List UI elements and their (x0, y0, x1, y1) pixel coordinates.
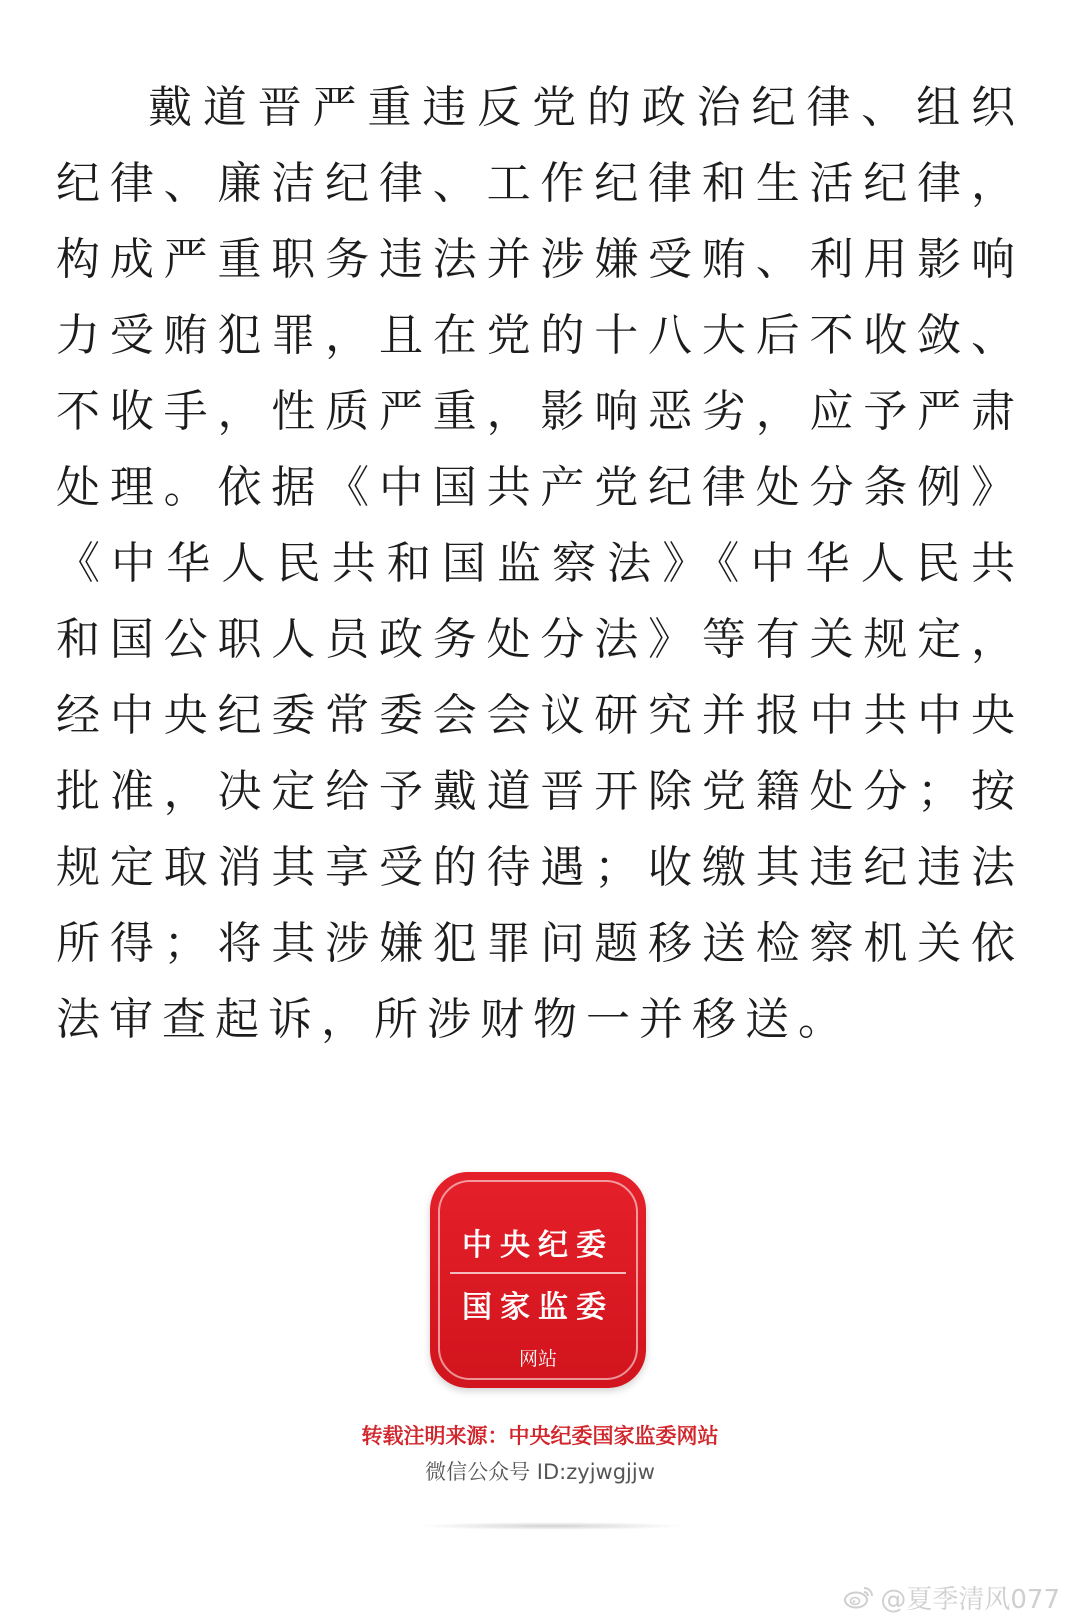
weibo-watermark (844, 1580, 1060, 1614)
watermark-text: @夏季清风077 (880, 1584, 1060, 1615)
article-body (56, 70, 1024, 1058)
weibo-icon (844, 1585, 874, 1609)
wechat-id: 微信公众号 ID:zyjwgjjw (425, 1460, 655, 1484)
logo-line-1: 中央纪委 (462, 1228, 614, 1263)
source-attribution: 转载注明来源：中央纪委国家监委网站 (361, 1424, 719, 1448)
logo-line-2: 国家监委 (462, 1290, 614, 1325)
article-paragraph: 戴道晋严重违反党的政治纪律、组织纪律、廉洁纪律、工作纪律和生活纪律，构成严重职务违法并涉嫌受贿、利用影响力受贿犯罪，且在党的十八大后不收敛、不收手，性质严重，影响恶劣，应予严肃处理。依据《中国共产党纪律处分条例》《中华人民共和国监察法》《中华人民共和国公职人员政务处分法》等有关规定，经中央纪委常委会会议研究并报中共中央批准，决定给予戴道晋开除党籍处分；按规定取消其享受的待遇；收缴其违纪违法所得；将其涉嫌犯罪问题移送检察机关依法审查起诉，所涉财物一并移送。 (56, 82, 1024, 1045)
ccdi-logo (430, 1172, 646, 1388)
logo-divider (450, 1272, 626, 1274)
logo-shadow (418, 1522, 686, 1530)
logo-subtitle: 网站 (518, 1348, 557, 1370)
